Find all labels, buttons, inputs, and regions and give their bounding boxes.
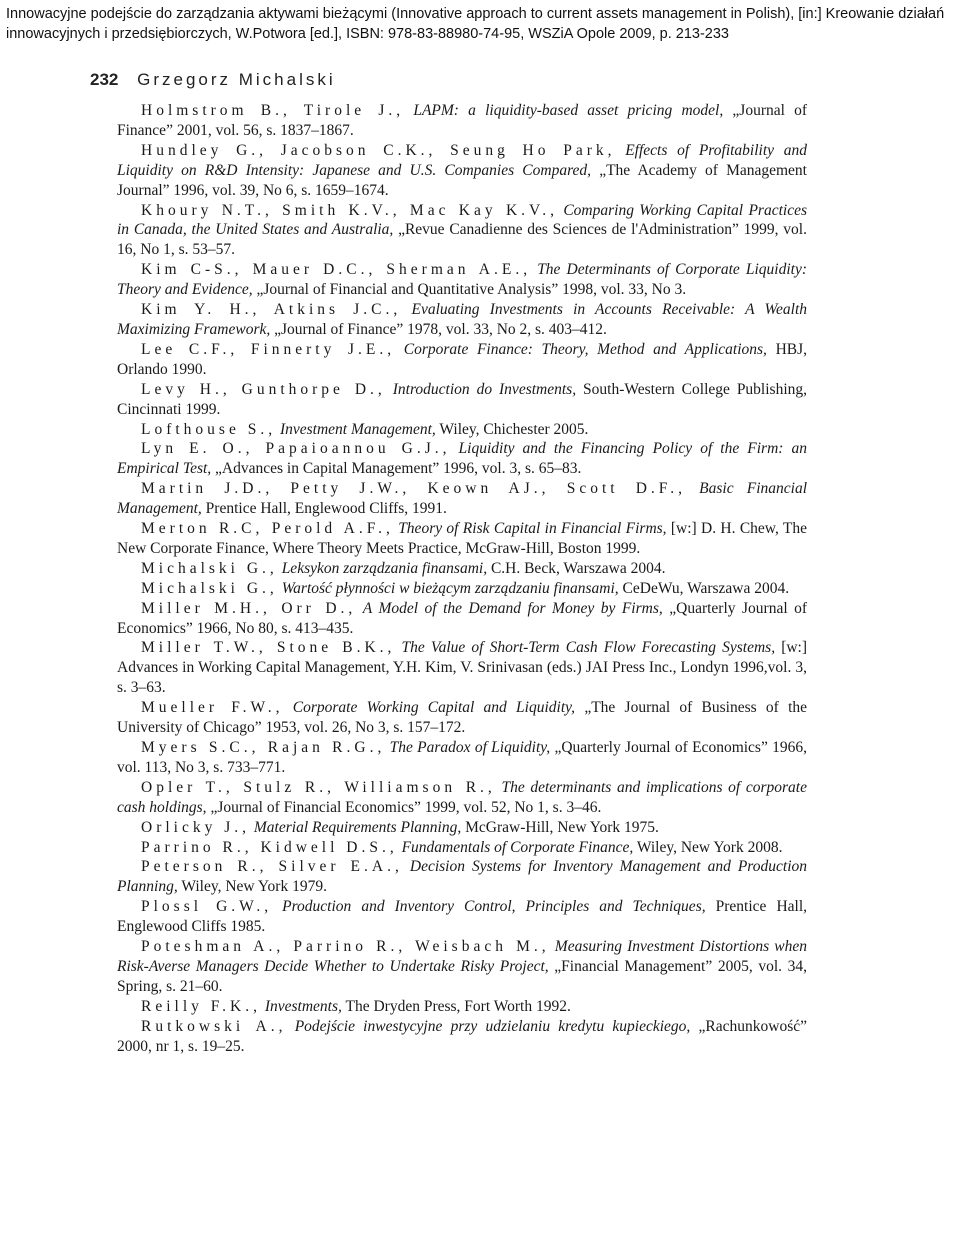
reference-author: Miller M.H., Orr D., [141, 599, 357, 617]
reference-entry [117, 778, 807, 818]
reference-title: Leksykon zarządzania finansami, [281, 559, 488, 577]
reference-details: Wiley, Chichester 2005. [439, 420, 589, 438]
reference-author: Michalski G., [141, 579, 278, 597]
reference-title: The determinants and implications of corporate cash holdings, [117, 778, 807, 816]
page-number: 232 [90, 70, 119, 89]
reference-entry [117, 997, 807, 1017]
reference-title: Corporate Finance: Theory, Method and Applications, [403, 340, 767, 358]
reference-title: Effects of Profitability and Liquidity on R&D Intensity: Japanese and U.S. Companies Compared, [117, 141, 807, 179]
reference-details: „Journal of Financial Economics” 1999, vol. 52, No 1, s. 3–46. [210, 798, 602, 816]
reference-title: A Model of the Demand for Money by Firms, [362, 599, 663, 617]
reference-author: Parrino R., Kidwell D.S., [141, 838, 398, 856]
reference-entry [117, 519, 807, 559]
reference-details: McGraw-Hill, New York 1975. [465, 818, 659, 836]
reference-author: Plossl G.W., [141, 898, 273, 916]
reference-details: HBJ, Orlando 1990. [117, 340, 808, 378]
reference-title: Fundamentals of Corporate Finance, [401, 838, 634, 856]
reference-entry [117, 838, 807, 858]
reference-entry [117, 260, 807, 300]
reference-author: Opler T., Stulz R., Williamson R., [141, 778, 496, 796]
reference-author: Levy H., Gunthorpe D., [141, 380, 386, 398]
reference-entry [117, 818, 807, 838]
reference-details: „Journal of Finance” 1978, vol. 33, No 2, s. 403–412. [274, 320, 607, 338]
reference-author: Hundley G., Jacobson C.K., Seung Ho Park, [141, 141, 616, 159]
reference-details: CeDeWu, Warszawa 2004. [622, 579, 790, 597]
reference-title: Theory of Risk Capital in Financial Firms, [398, 520, 667, 538]
reference-details: „Quarterly Journal of Economics” 1966, vol. 113, No 3, s. 733–771. [117, 739, 807, 776]
reference-author: Mueller F.W., [141, 699, 284, 717]
reference-details: „The Journal of Business of the University of Chicago” 1953, vol. 26, No 3, s. 157–172. [117, 699, 808, 737]
reference-entry [117, 579, 807, 599]
reference-title: LAPM: a liquidity-based asset pricing model, [413, 102, 724, 119]
reference-entry [117, 937, 807, 997]
reference-entry [117, 559, 807, 579]
reference-author: Martin J.D., Petty J.W., Keown AJ., Scott D.F., [141, 480, 686, 498]
reference-entry [117, 141, 807, 201]
reference-details: „Revue Canadienne des Sciences de l'Administration” 1999, vol. 16, No 1, s. 53–57. [117, 221, 807, 259]
reference-details: Prentice Hall, Englewood Cliffs 1985. [117, 898, 808, 936]
reference-author: Orlicky J., [141, 818, 251, 836]
reference-author: Michalski G., [141, 559, 278, 577]
reference-entry [117, 479, 807, 519]
reference-details: „Quarterly Journal of Economics” 1966, No 80, s. 413–435. [117, 599, 808, 637]
reference-details: „Rachunkowość” 2000, nr 1, s. 19–25. [117, 1017, 807, 1055]
reference-entry [117, 340, 807, 380]
reference-details: The Dryden Press, Fort Worth 1992. [345, 997, 571, 1015]
reference-author: Holmstrom B., Tirole J., [141, 102, 405, 119]
source-citation: Innowacyjne podejście do zarządzania aktywami bieżącymi (Innovative approach to current assets management in Polish), [in:] Kreowanie działań innowacyjnych i przedsiębiorczych, W.Potwora [ed.], ISBN: 978-83-88980-74-95, WSZiA Opole 2009, p. 213-233 [6, 6, 945, 42]
reference-author: Poteshman A., Parrino R., Weisbach M., [141, 938, 550, 956]
reference-entry [117, 101, 807, 141]
running-head [90, 70, 336, 90]
reference-author: Kim C-S., Mauer D.C., Sherman A.E., [141, 261, 532, 279]
reference-author: Reilly F.K., [141, 997, 261, 1015]
reference-details: Wiley, New York 1979. [181, 878, 327, 896]
reference-entry [117, 201, 807, 261]
reference-details: „Journal of Financial and Quantitative Analysis” 1998, vol. 33, No 3. [256, 281, 687, 299]
reference-title: Wartość płynności w bieżącym zarządzaniu finansami, [281, 579, 619, 597]
reference-details: Wiley, New York 2008. [636, 838, 783, 856]
reference-title: Investments, [264, 997, 342, 1015]
reference-entry [117, 638, 807, 698]
reference-title: Basic Financial Management, [117, 480, 808, 518]
reference-details: [w:] Advances in Working Capital Management, Y.H. Kim, V. Srinivasan (eds.) JAI Press Inc., Londyn 1996,vol. 3, s. 3–63. [117, 639, 808, 697]
reference-author: Rutkowski A., [141, 1017, 287, 1035]
reference-title: Corporate Working Capital and Liquidity, [292, 699, 576, 717]
reference-author: Merton R.C, Perold A.F., [141, 520, 394, 538]
reference-author: Lofthouse S., [141, 420, 277, 438]
reference-author: Lee C.F., Finnerty J.E., [141, 340, 396, 358]
reference-entry [117, 897, 807, 937]
reference-details: C.H. Beck, Warszawa 2004. [490, 559, 666, 577]
reference-title: Investment Management, [279, 420, 436, 438]
reference-title: Liquidity and the Financing Policy of the Firm: an Empirical Test, [117, 440, 807, 478]
reference-entry [117, 439, 807, 479]
running-head-author: Grzegorz Michalski [137, 70, 336, 89]
reference-entry [117, 380, 807, 420]
reference-title: Production and Inventory Control, Principles and Techniques, [282, 898, 706, 916]
reference-title: The Determinants of Corporate Liquidity: Theory and Evidence, [117, 261, 807, 299]
reference-details: South-Western College Publishing, Cincinnati 1999. [117, 380, 808, 418]
reference-title: Introduction do Investments, [392, 380, 577, 398]
reference-entry [117, 599, 807, 639]
reference-entry [117, 857, 807, 897]
reference-entry [117, 300, 807, 340]
reference-author: Kim Y. H., Atkins J.C., [141, 301, 402, 319]
reference-entry [117, 1017, 807, 1057]
reference-title: Measuring Investment Distortions when Risk-Averse Managers Decide Whether to Undertake Risky Project, [117, 938, 807, 975]
reference-author: Miller T.W., Stone B.K., [141, 639, 396, 657]
reference-details: Prentice Hall, Englewood Cliffs, 1991. [205, 500, 447, 518]
reference-title: The Value of Short-Term Cash Flow Forecasting Systems, [401, 639, 776, 657]
reference-title: The Paradox of Liquidity, [389, 739, 551, 756]
reference-title: Comparing Working Capital Practices in Canada, the United States and Australia, [117, 201, 807, 239]
reference-author: Lyn E. O., Papaioannou G.J., [141, 440, 451, 458]
reference-title: Decision Systems for Inventory Management and Production Planning, [117, 858, 808, 896]
reference-list [117, 101, 807, 1057]
reference-author: Khoury N.T., Smith K.V., Mac Kay K.V., [141, 201, 558, 219]
reference-entry [117, 738, 807, 778]
reference-entry [117, 420, 807, 440]
reference-title: Evaluating Investments in Accounts Receivable: A Wealth Maximizing Framework, [117, 301, 807, 338]
reference-details: „Advances in Capital Management” 1996, vol. 3, s. 65–83. [215, 460, 582, 478]
reference-details: [w:] D. H. Chew, The New Corporate Finance, Where Theory Meets Practice, McGraw-Hill, Boston 1999. [117, 520, 807, 557]
reference-details: „Financial Management” 2005, vol. 34, Spring, s. 21–60. [117, 957, 807, 995]
reference-title: Podejście inwestycyjne przy udzielaniu kredytu kupieckiego, [294, 1017, 691, 1035]
reference-details: „The Academy of Management Journal” 1996, vol. 39, No 6, s. 1659–1674. [117, 161, 807, 199]
reference-author: Peterson R., Silver E.A., [141, 858, 403, 876]
reference-author: Myers S.C., Rajan R.G., [141, 739, 386, 756]
reference-title: Material Requirements Planning, [253, 818, 462, 836]
reference-details: „Journal of Finance” 2001, vol. 56, s. 1837–1867. [117, 102, 808, 139]
reference-entry [117, 698, 807, 738]
